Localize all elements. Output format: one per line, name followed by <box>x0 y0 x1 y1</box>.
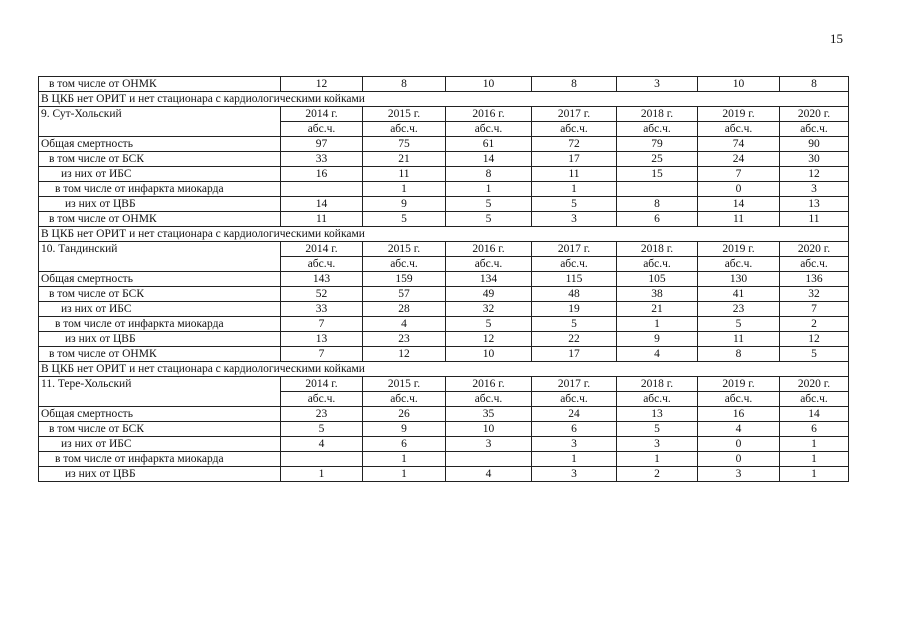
year-header: 2017 г. <box>532 377 617 392</box>
year-header: 2016 г. <box>446 377 532 392</box>
year-header: 2015 г. <box>363 377 446 392</box>
value-cell: 4 <box>446 467 532 482</box>
value-cell: 1 <box>780 467 849 482</box>
table-row <box>39 287 849 302</box>
value-cell: 48 <box>532 287 617 302</box>
value-cell: 0 <box>698 182 780 197</box>
unit-header: абс.ч. <box>780 122 849 137</box>
value-cell: 19 <box>532 302 617 317</box>
value-cell: 57 <box>363 287 446 302</box>
value-cell: 2 <box>780 317 849 332</box>
table-row <box>39 152 849 167</box>
value-cell: 1 <box>363 452 446 467</box>
year-header: 2018 г. <box>617 107 698 122</box>
unit-header: абс.ч. <box>617 392 698 407</box>
value-cell: 10 <box>446 77 532 92</box>
value-cell: 8 <box>617 197 698 212</box>
value-cell: 5 <box>363 212 446 227</box>
unit-header: абс.ч. <box>281 392 363 407</box>
value-cell: 10 <box>446 347 532 362</box>
value-cell: 11 <box>698 332 780 347</box>
value-cell: 4 <box>698 422 780 437</box>
value-cell: 79 <box>617 137 698 152</box>
value-cell: 7 <box>281 317 363 332</box>
year-header: 2017 г. <box>532 107 617 122</box>
value-cell: 35 <box>446 407 532 422</box>
unit-header: абс.ч. <box>281 257 363 272</box>
row-label: в том числе от ОНМК <box>39 347 281 362</box>
value-cell: 3 <box>780 182 849 197</box>
value-cell: 4 <box>617 347 698 362</box>
row-label: в том числе от ОНМК <box>39 77 281 92</box>
value-cell: 2 <box>617 467 698 482</box>
value-cell: 23 <box>363 332 446 347</box>
year-header: 2016 г. <box>446 107 532 122</box>
row-label: в том числе от инфаркта миокарда <box>39 182 281 197</box>
value-cell: 6 <box>617 212 698 227</box>
district-name: 11. Тере-Хольский <box>39 377 281 407</box>
row-label: Общая смертность <box>39 272 281 287</box>
value-cell: 38 <box>617 287 698 302</box>
year-header-row <box>39 377 849 392</box>
year-header: 2020 г. <box>780 107 849 122</box>
value-cell: 8 <box>698 347 780 362</box>
value-cell: 136 <box>780 272 849 287</box>
value-cell: 74 <box>698 137 780 152</box>
value-cell: 1 <box>617 452 698 467</box>
year-header: 2019 г. <box>698 377 780 392</box>
value-cell: 75 <box>363 137 446 152</box>
value-cell: 26 <box>363 407 446 422</box>
year-header: 2015 г. <box>363 242 446 257</box>
value-cell: 6 <box>363 437 446 452</box>
table-row <box>39 272 849 287</box>
value-cell: 8 <box>780 77 849 92</box>
table-row <box>39 332 849 347</box>
value-cell: 13 <box>281 332 363 347</box>
value-cell: 1 <box>532 182 617 197</box>
value-cell: 15 <box>617 167 698 182</box>
value-cell <box>446 452 532 467</box>
value-cell: 5 <box>446 197 532 212</box>
value-cell: 5 <box>617 422 698 437</box>
table-row <box>39 437 849 452</box>
value-cell: 25 <box>617 152 698 167</box>
year-header: 2020 г. <box>780 377 849 392</box>
value-cell: 9 <box>617 332 698 347</box>
year-header: 2015 г. <box>363 107 446 122</box>
value-cell: 7 <box>780 302 849 317</box>
value-cell: 1 <box>617 317 698 332</box>
value-cell: 12 <box>363 347 446 362</box>
mortality-table <box>38 76 849 482</box>
value-cell: 8 <box>446 167 532 182</box>
value-cell: 6 <box>532 422 617 437</box>
value-cell: 1 <box>780 437 849 452</box>
row-label: в том числе от БСК <box>39 287 281 302</box>
year-header: 2014 г. <box>281 242 363 257</box>
value-cell: 9 <box>363 422 446 437</box>
value-cell: 10 <box>446 422 532 437</box>
section-note: В ЦКБ нет ОРИТ и нет стационара с кардиологическими койками <box>39 227 849 242</box>
district-name: 10. Тандинский <box>39 242 281 272</box>
value-cell: 33 <box>281 302 363 317</box>
unit-header: абс.ч. <box>617 257 698 272</box>
unit-header: абс.ч. <box>698 257 780 272</box>
value-cell: 23 <box>698 302 780 317</box>
section-note-row <box>39 227 849 242</box>
unit-header: абс.ч. <box>780 257 849 272</box>
unit-header: абс.ч. <box>698 392 780 407</box>
value-cell: 8 <box>532 77 617 92</box>
year-header: 2014 г. <box>281 377 363 392</box>
unit-header: абс.ч. <box>617 122 698 137</box>
value-cell: 5 <box>532 317 617 332</box>
value-cell: 12 <box>780 167 849 182</box>
value-cell: 97 <box>281 137 363 152</box>
unit-header: абс.ч. <box>363 392 446 407</box>
value-cell: 105 <box>617 272 698 287</box>
value-cell: 22 <box>532 332 617 347</box>
value-cell: 13 <box>617 407 698 422</box>
value-cell: 5 <box>446 212 532 227</box>
unit-header: абс.ч. <box>698 122 780 137</box>
table-row <box>39 197 849 212</box>
value-cell: 115 <box>532 272 617 287</box>
value-cell: 30 <box>780 152 849 167</box>
section-note: В ЦКБ нет ОРИТ и нет стационара с кардиологическими койками <box>39 362 849 377</box>
year-header: 2016 г. <box>446 242 532 257</box>
value-cell: 61 <box>446 137 532 152</box>
row-label: в том числе от инфаркта миокарда <box>39 317 281 332</box>
table-row <box>39 212 849 227</box>
unit-header: абс.ч. <box>446 257 532 272</box>
value-cell: 90 <box>780 137 849 152</box>
value-cell: 9 <box>363 197 446 212</box>
year-header: 2020 г. <box>780 242 849 257</box>
table-row <box>39 407 849 422</box>
unit-header: абс.ч. <box>446 392 532 407</box>
value-cell: 3 <box>532 212 617 227</box>
value-cell: 33 <box>281 152 363 167</box>
value-cell: 14 <box>446 152 532 167</box>
unit-header: абс.ч. <box>446 122 532 137</box>
value-cell: 3 <box>532 437 617 452</box>
value-cell: 16 <box>281 167 363 182</box>
value-cell: 13 <box>780 197 849 212</box>
value-cell: 5 <box>281 422 363 437</box>
value-cell: 16 <box>698 407 780 422</box>
unit-header: абс.ч. <box>281 122 363 137</box>
value-cell: 11 <box>281 212 363 227</box>
row-label: из них от ИБС <box>39 437 281 452</box>
value-cell: 12 <box>780 332 849 347</box>
table-row <box>39 167 849 182</box>
year-header: 2019 г. <box>698 107 780 122</box>
table-row <box>39 302 849 317</box>
row-label: из них от ЦВБ <box>39 197 281 212</box>
value-cell: 134 <box>446 272 532 287</box>
value-cell: 24 <box>698 152 780 167</box>
year-header: 2018 г. <box>617 242 698 257</box>
value-cell: 17 <box>532 152 617 167</box>
value-cell <box>617 182 698 197</box>
row-label: в том числе от инфаркта миокарда <box>39 452 281 467</box>
unit-header: абс.ч. <box>363 122 446 137</box>
unit-header: абс.ч. <box>780 392 849 407</box>
value-cell: 41 <box>698 287 780 302</box>
unit-header: абс.ч. <box>363 257 446 272</box>
value-cell: 32 <box>780 287 849 302</box>
value-cell: 7 <box>698 167 780 182</box>
value-cell: 1 <box>780 452 849 467</box>
value-cell: 28 <box>363 302 446 317</box>
value-cell: 4 <box>281 437 363 452</box>
value-cell: 11 <box>780 212 849 227</box>
value-cell: 3 <box>617 77 698 92</box>
value-cell: 130 <box>698 272 780 287</box>
table-row <box>39 317 849 332</box>
value-cell: 3 <box>617 437 698 452</box>
value-cell: 12 <box>281 77 363 92</box>
value-cell: 7 <box>281 347 363 362</box>
row-label: Общая смертность <box>39 407 281 422</box>
value-cell: 32 <box>446 302 532 317</box>
value-cell: 5 <box>532 197 617 212</box>
value-cell: 11 <box>363 167 446 182</box>
year-header: 2018 г. <box>617 377 698 392</box>
value-cell: 49 <box>446 287 532 302</box>
value-cell: 6 <box>780 422 849 437</box>
row-label: в том числе от БСК <box>39 422 281 437</box>
value-cell <box>281 182 363 197</box>
table-row <box>39 452 849 467</box>
unit-header: абс.ч. <box>532 257 617 272</box>
value-cell: 1 <box>281 467 363 482</box>
value-cell: 1 <box>363 182 446 197</box>
value-cell: 5 <box>780 347 849 362</box>
section-note-row <box>39 362 849 377</box>
row-label: в том числе от ОНМК <box>39 212 281 227</box>
value-cell: 3 <box>698 467 780 482</box>
value-cell: 1 <box>532 452 617 467</box>
value-cell: 1 <box>446 182 532 197</box>
value-cell: 52 <box>281 287 363 302</box>
value-cell: 4 <box>363 317 446 332</box>
value-cell <box>281 452 363 467</box>
year-header-row <box>39 242 849 257</box>
section-note: В ЦКБ нет ОРИТ и нет стационара с кардиологическими койками <box>39 92 849 107</box>
unit-header: абс.ч. <box>532 392 617 407</box>
year-header: 2017 г. <box>532 242 617 257</box>
table-row <box>39 182 849 197</box>
value-cell: 23 <box>281 407 363 422</box>
row-label: из них от ИБС <box>39 302 281 317</box>
row-label: Общая смертность <box>39 137 281 152</box>
value-cell: 24 <box>532 407 617 422</box>
value-cell: 143 <box>281 272 363 287</box>
value-cell: 1 <box>363 467 446 482</box>
value-cell: 8 <box>363 77 446 92</box>
value-cell: 11 <box>532 167 617 182</box>
year-header: 2014 г. <box>281 107 363 122</box>
year-header: 2019 г. <box>698 242 780 257</box>
row-label: в том числе от БСК <box>39 152 281 167</box>
value-cell: 10 <box>698 77 780 92</box>
section-note-row <box>39 92 849 107</box>
year-header-row <box>39 107 849 122</box>
page-number: 15 <box>830 31 843 46</box>
value-cell: 11 <box>698 212 780 227</box>
value-cell: 21 <box>617 302 698 317</box>
table-row <box>39 467 849 482</box>
row-label: из них от ИБС <box>39 167 281 182</box>
table-row <box>39 137 849 152</box>
value-cell: 159 <box>363 272 446 287</box>
value-cell: 14 <box>780 407 849 422</box>
value-cell: 17 <box>532 347 617 362</box>
value-cell: 3 <box>532 467 617 482</box>
row-label: из них от ЦВБ <box>39 332 281 347</box>
value-cell: 5 <box>446 317 532 332</box>
value-cell: 14 <box>281 197 363 212</box>
value-cell: 12 <box>446 332 532 347</box>
value-cell: 0 <box>698 452 780 467</box>
table-row <box>39 77 849 92</box>
table-row <box>39 347 849 362</box>
value-cell: 14 <box>698 197 780 212</box>
value-cell: 3 <box>446 437 532 452</box>
district-name: 9. Сут-Хольский <box>39 107 281 137</box>
value-cell: 0 <box>698 437 780 452</box>
row-label: из них от ЦВБ <box>39 467 281 482</box>
value-cell: 21 <box>363 152 446 167</box>
unit-header: абс.ч. <box>532 122 617 137</box>
table-row <box>39 422 849 437</box>
value-cell: 72 <box>532 137 617 152</box>
value-cell: 5 <box>698 317 780 332</box>
